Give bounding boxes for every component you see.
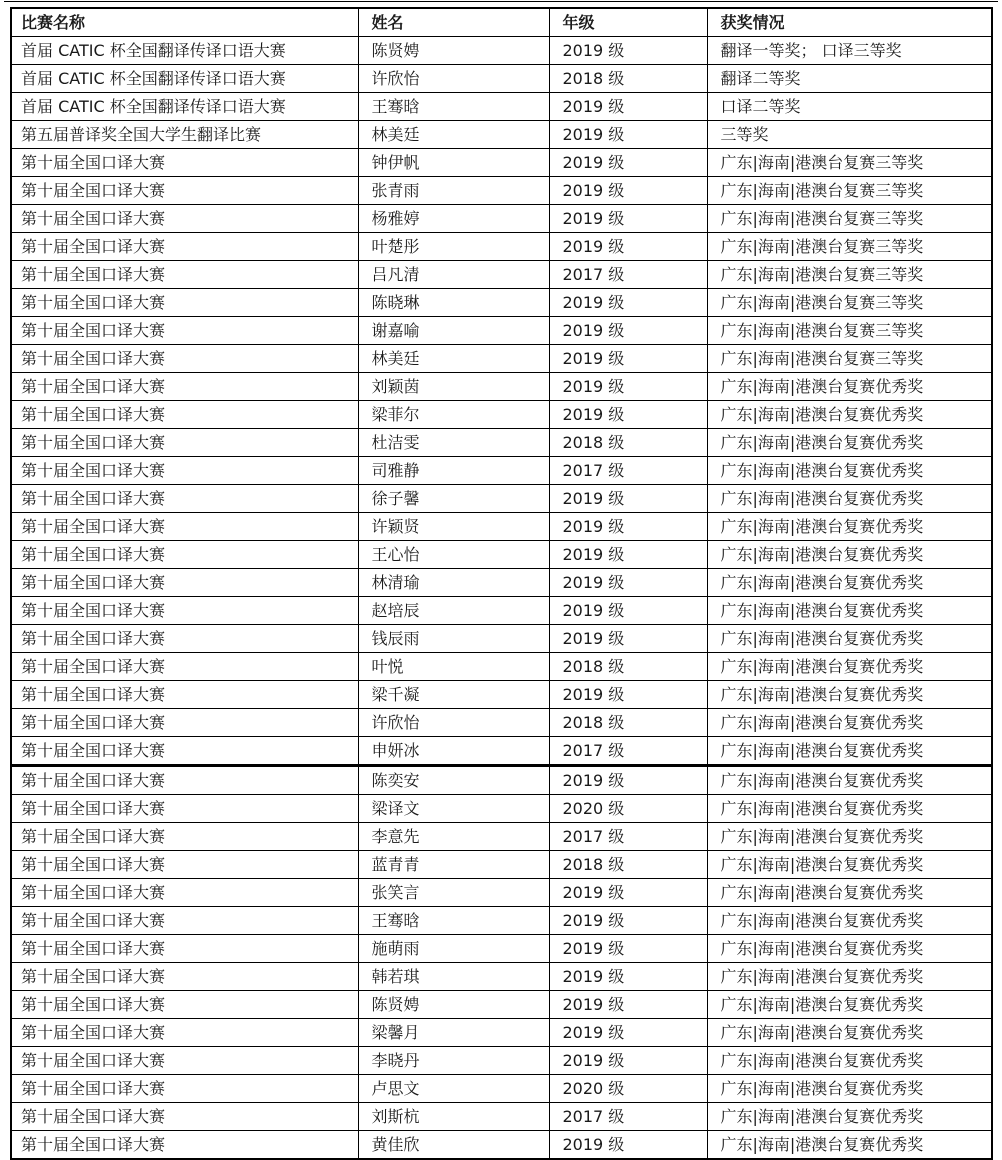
table-row [11,597,992,625]
cell-grade: 2017 级 [549,457,707,485]
cell-name: 陈奕安 [358,766,549,795]
cell-competition: 第十届全国口译大赛 [11,709,358,737]
cell-grade: 2019 级 [549,345,707,373]
table-row [11,851,992,879]
table-row [11,121,992,149]
cell-competition: 第十届全国口译大赛 [11,879,358,907]
cell-award: 三等奖 [707,121,992,149]
cell-grade: 2019 级 [549,681,707,709]
cell-award: 广东|海南|港澳台复赛三等奖 [707,317,992,345]
cell-competition: 第十届全国口译大赛 [11,289,358,317]
cell-grade: 2019 级 [549,1131,707,1160]
cell-name: 陈贤娉 [358,37,549,65]
cell-competition: 第十届全国口译大赛 [11,1075,358,1103]
cell-name: 梁译文 [358,795,549,823]
cell-award: 广东|海南|港澳台复赛优秀奖 [707,541,992,569]
cell-competition: 第十届全国口译大赛 [11,261,358,289]
cell-grade: 2018 级 [549,65,707,93]
cell-competition: 第十届全国口译大赛 [11,513,358,541]
cell-grade: 2019 级 [549,317,707,345]
cell-award: 广东|海南|港澳台复赛优秀奖 [707,709,992,737]
cell-award: 广东|海南|港澳台复赛优秀奖 [707,569,992,597]
cell-award: 广东|海南|港澳台复赛优秀奖 [707,991,992,1019]
cell-award: 广东|海南|港澳台复赛优秀奖 [707,681,992,709]
cell-name: 张青雨 [358,177,549,205]
cell-name: 许颖贤 [358,513,549,541]
cell-competition: 第十届全国口译大赛 [11,541,358,569]
cell-award: 广东|海南|港澳台复赛三等奖 [707,233,992,261]
table-row [11,373,992,401]
cell-grade: 2017 级 [549,261,707,289]
cell-grade: 2019 级 [549,1047,707,1075]
cell-grade: 2019 级 [549,93,707,121]
cell-grade: 2018 级 [549,429,707,457]
table-row [11,653,992,681]
cell-name: 韩若琪 [358,963,549,991]
table-row [11,429,992,457]
cell-competition: 第十届全国口译大赛 [11,963,358,991]
cell-award: 广东|海南|港澳台复赛优秀奖 [707,401,992,429]
table-row [11,205,992,233]
column-header-name: 姓名 [358,8,549,37]
cell-grade: 2019 级 [549,149,707,177]
cell-award: 广东|海南|港澳台复赛三等奖 [707,149,992,177]
cell-award: 广东|海南|港澳台复赛优秀奖 [707,823,992,851]
cell-name: 许欣怡 [358,65,549,93]
cell-name: 陈贤娉 [358,991,549,1019]
cell-award: 广东|海南|港澳台复赛三等奖 [707,345,992,373]
awards-table [10,7,993,1160]
table-row [11,261,992,289]
cell-competition: 第十届全国口译大赛 [11,1019,358,1047]
cell-award: 广东|海南|港澳台复赛三等奖 [707,205,992,233]
table-row [11,485,992,513]
cell-competition: 第十届全国口译大赛 [11,766,358,795]
cell-name: 蓝青青 [358,851,549,879]
cell-name: 梁千凝 [358,681,549,709]
cell-grade: 2019 级 [549,935,707,963]
cell-award: 广东|海南|港澳台复赛优秀奖 [707,1019,992,1047]
table-row [11,1103,992,1131]
header-row [11,8,992,37]
cell-grade: 2018 级 [549,653,707,681]
cell-name: 梁菲尔 [358,401,549,429]
cell-competition: 第十届全国口译大赛 [11,373,358,401]
cell-name: 刘颖茵 [358,373,549,401]
cell-name: 王心怡 [358,541,549,569]
cell-grade: 2019 级 [549,597,707,625]
cell-competition: 第十届全国口译大赛 [11,653,358,681]
cell-competition: 第十届全国口译大赛 [11,597,358,625]
cell-grade: 2019 级 [549,513,707,541]
table-row [11,795,992,823]
cell-award: 广东|海南|港澳台复赛优秀奖 [707,457,992,485]
cell-competition: 第十届全国口译大赛 [11,485,358,513]
cell-award: 广东|海南|港澳台复赛优秀奖 [707,429,992,457]
cell-award: 翻译一等奖； 口译三等奖 [707,37,992,65]
cell-competition: 第十届全国口译大赛 [11,429,358,457]
cell-name: 徐子馨 [358,485,549,513]
table-row [11,709,992,737]
cell-grade: 2019 级 [549,485,707,513]
table-row [11,65,992,93]
cell-grade: 2019 级 [549,1019,707,1047]
cell-grade: 2017 级 [549,737,707,766]
cell-award: 广东|海南|港澳台复赛优秀奖 [707,373,992,401]
cell-grade: 2019 级 [549,121,707,149]
cell-grade: 2019 级 [549,991,707,1019]
table-row [11,963,992,991]
cell-award: 广东|海南|港澳台复赛优秀奖 [707,1131,992,1160]
cell-award: 广东|海南|港澳台复赛优秀奖 [707,907,992,935]
cell-competition: 第十届全国口译大赛 [11,317,358,345]
cell-grade: 2019 级 [549,205,707,233]
cell-competition: 第十届全国口译大赛 [11,233,358,261]
cell-award: 广东|海南|港澳台复赛优秀奖 [707,485,992,513]
cell-grade: 2019 级 [549,963,707,991]
table-row [11,1019,992,1047]
cell-grade: 2019 级 [549,37,707,65]
cell-name: 刘斯杭 [358,1103,549,1131]
cell-competition: 第十届全国口译大赛 [11,1103,358,1131]
cell-award: 广东|海南|港澳台复赛优秀奖 [707,1075,992,1103]
cell-competition: 第十届全国口译大赛 [11,569,358,597]
column-header-award: 获奖情况 [707,8,992,37]
cell-award: 广东|海南|港澳台复赛优秀奖 [707,879,992,907]
cell-award: 广东|海南|港澳台复赛优秀奖 [707,1103,992,1131]
cell-name: 杨雅婷 [358,205,549,233]
table-row [11,935,992,963]
cell-name: 叶悦 [358,653,549,681]
table-row [11,1047,992,1075]
cell-award: 口译二等奖 [707,93,992,121]
cell-competition: 第十届全国口译大赛 [11,177,358,205]
cell-name: 谢嘉喻 [358,317,549,345]
cell-name: 钟伊帆 [358,149,549,177]
table-row [11,345,992,373]
cell-competition: 第十届全国口译大赛 [11,457,358,485]
table-row [11,737,992,766]
table-row [11,177,992,205]
table-row [11,625,992,653]
cell-competition: 第十届全国口译大赛 [11,1047,358,1075]
cell-grade: 2019 级 [549,569,707,597]
cell-name: 梁馨月 [358,1019,549,1047]
table-row [11,1075,992,1103]
table-row [11,681,992,709]
cell-name: 李意先 [358,823,549,851]
cell-name: 申妍冰 [358,737,549,766]
table-row [11,513,992,541]
table-row [11,401,992,429]
cell-competition: 第十届全国口译大赛 [11,345,358,373]
cell-competition: 首届 CATIC 杯全国翻译传译口语大赛 [11,37,358,65]
cell-competition: 第十届全国口译大赛 [11,205,358,233]
cell-name: 陈晓琳 [358,289,549,317]
cell-grade: 2017 级 [549,1103,707,1131]
column-header-grade: 年级 [549,8,707,37]
cell-award: 广东|海南|港澳台复赛优秀奖 [707,625,992,653]
cell-competition: 第十届全国口译大赛 [11,991,358,1019]
cell-award: 广东|海南|港澳台复赛优秀奖 [707,851,992,879]
cell-name: 许欣怡 [358,709,549,737]
cell-competition: 第十届全国口译大赛 [11,935,358,963]
cell-grade: 2019 级 [549,541,707,569]
cell-grade: 2019 级 [549,625,707,653]
cell-name: 李晓丹 [358,1047,549,1075]
cell-grade: 2020 级 [549,1075,707,1103]
cell-name: 林美廷 [358,121,549,149]
cell-name: 林清瑜 [358,569,549,597]
cell-name: 黄佳欣 [358,1131,549,1160]
cell-award: 广东|海南|港澳台复赛优秀奖 [707,653,992,681]
cell-award: 广东|海南|港澳台复赛三等奖 [707,261,992,289]
table-row [11,289,992,317]
cell-competition: 第五届普译奖全国大学生翻译比赛 [11,121,358,149]
cell-award: 广东|海南|港澳台复赛优秀奖 [707,597,992,625]
cell-award: 广东|海南|港澳台复赛优秀奖 [707,737,992,766]
cell-competition: 第十届全国口译大赛 [11,681,358,709]
cell-competition: 首届 CATIC 杯全国翻译传译口语大赛 [11,65,358,93]
table-row [11,317,992,345]
cell-competition: 第十届全国口译大赛 [11,823,358,851]
column-header-competition: 比赛名称 [11,8,358,37]
cell-award: 广东|海南|港澳台复赛优秀奖 [707,795,992,823]
cell-competition: 第十届全国口译大赛 [11,737,358,766]
cell-award: 广东|海南|港澳台复赛优秀奖 [707,963,992,991]
table-row [11,149,992,177]
table-row [11,991,992,1019]
cell-name: 卢思文 [358,1075,549,1103]
cell-competition: 第十届全国口译大赛 [11,149,358,177]
cell-name: 赵培辰 [358,597,549,625]
table-row [11,569,992,597]
cell-award: 广东|海南|港澳台复赛优秀奖 [707,935,992,963]
cell-award: 广东|海南|港澳台复赛三等奖 [707,177,992,205]
cell-grade: 2017 级 [549,823,707,851]
cell-name: 钱辰雨 [358,625,549,653]
cell-name: 张笑言 [358,879,549,907]
cell-name: 王骞晗 [358,907,549,935]
cell-grade: 2019 级 [549,373,707,401]
table-row [11,37,992,65]
cell-grade: 2019 级 [549,177,707,205]
table-row [11,823,992,851]
table-row [11,233,992,261]
table-row [11,907,992,935]
cell-competition: 第十届全国口译大赛 [11,1131,358,1160]
cell-grade: 2018 级 [549,709,707,737]
cell-award: 翻译二等奖 [707,65,992,93]
cell-competition: 第十届全国口译大赛 [11,401,358,429]
cell-award: 广东|海南|港澳台复赛三等奖 [707,289,992,317]
table-row [11,1131,992,1160]
cell-grade: 2019 级 [549,233,707,261]
cell-competition: 第十届全国口译大赛 [11,795,358,823]
table-row [11,457,992,485]
cell-award: 广东|海南|港澳台复赛优秀奖 [707,766,992,795]
table-row [11,541,992,569]
cell-grade: 2020 级 [549,795,707,823]
cell-name: 叶楚彤 [358,233,549,261]
cell-name: 林美廷 [358,345,549,373]
cell-competition: 第十届全国口译大赛 [11,851,358,879]
cell-grade: 2018 级 [549,851,707,879]
cell-grade: 2019 级 [549,907,707,935]
cell-name: 王骞晗 [358,93,549,121]
cell-award: 广东|海南|港澳台复赛优秀奖 [707,513,992,541]
cell-name: 司雅静 [358,457,549,485]
table-row [11,766,992,795]
cell-competition: 第十届全国口译大赛 [11,907,358,935]
cell-award: 广东|海南|港澳台复赛优秀奖 [707,1047,992,1075]
cell-competition: 第十届全国口译大赛 [11,625,358,653]
cell-name: 杜洁雯 [358,429,549,457]
table-row [11,93,992,121]
cell-grade: 2019 级 [549,766,707,795]
cell-name: 吕凡清 [358,261,549,289]
cell-competition: 首届 CATIC 杯全国翻译传译口语大赛 [11,93,358,121]
cell-grade: 2019 级 [549,879,707,907]
cell-name: 施萌雨 [358,935,549,963]
cell-grade: 2019 级 [549,289,707,317]
page-divider-line [4,1,998,2]
table-row [11,879,992,907]
cell-grade: 2019 级 [549,401,707,429]
